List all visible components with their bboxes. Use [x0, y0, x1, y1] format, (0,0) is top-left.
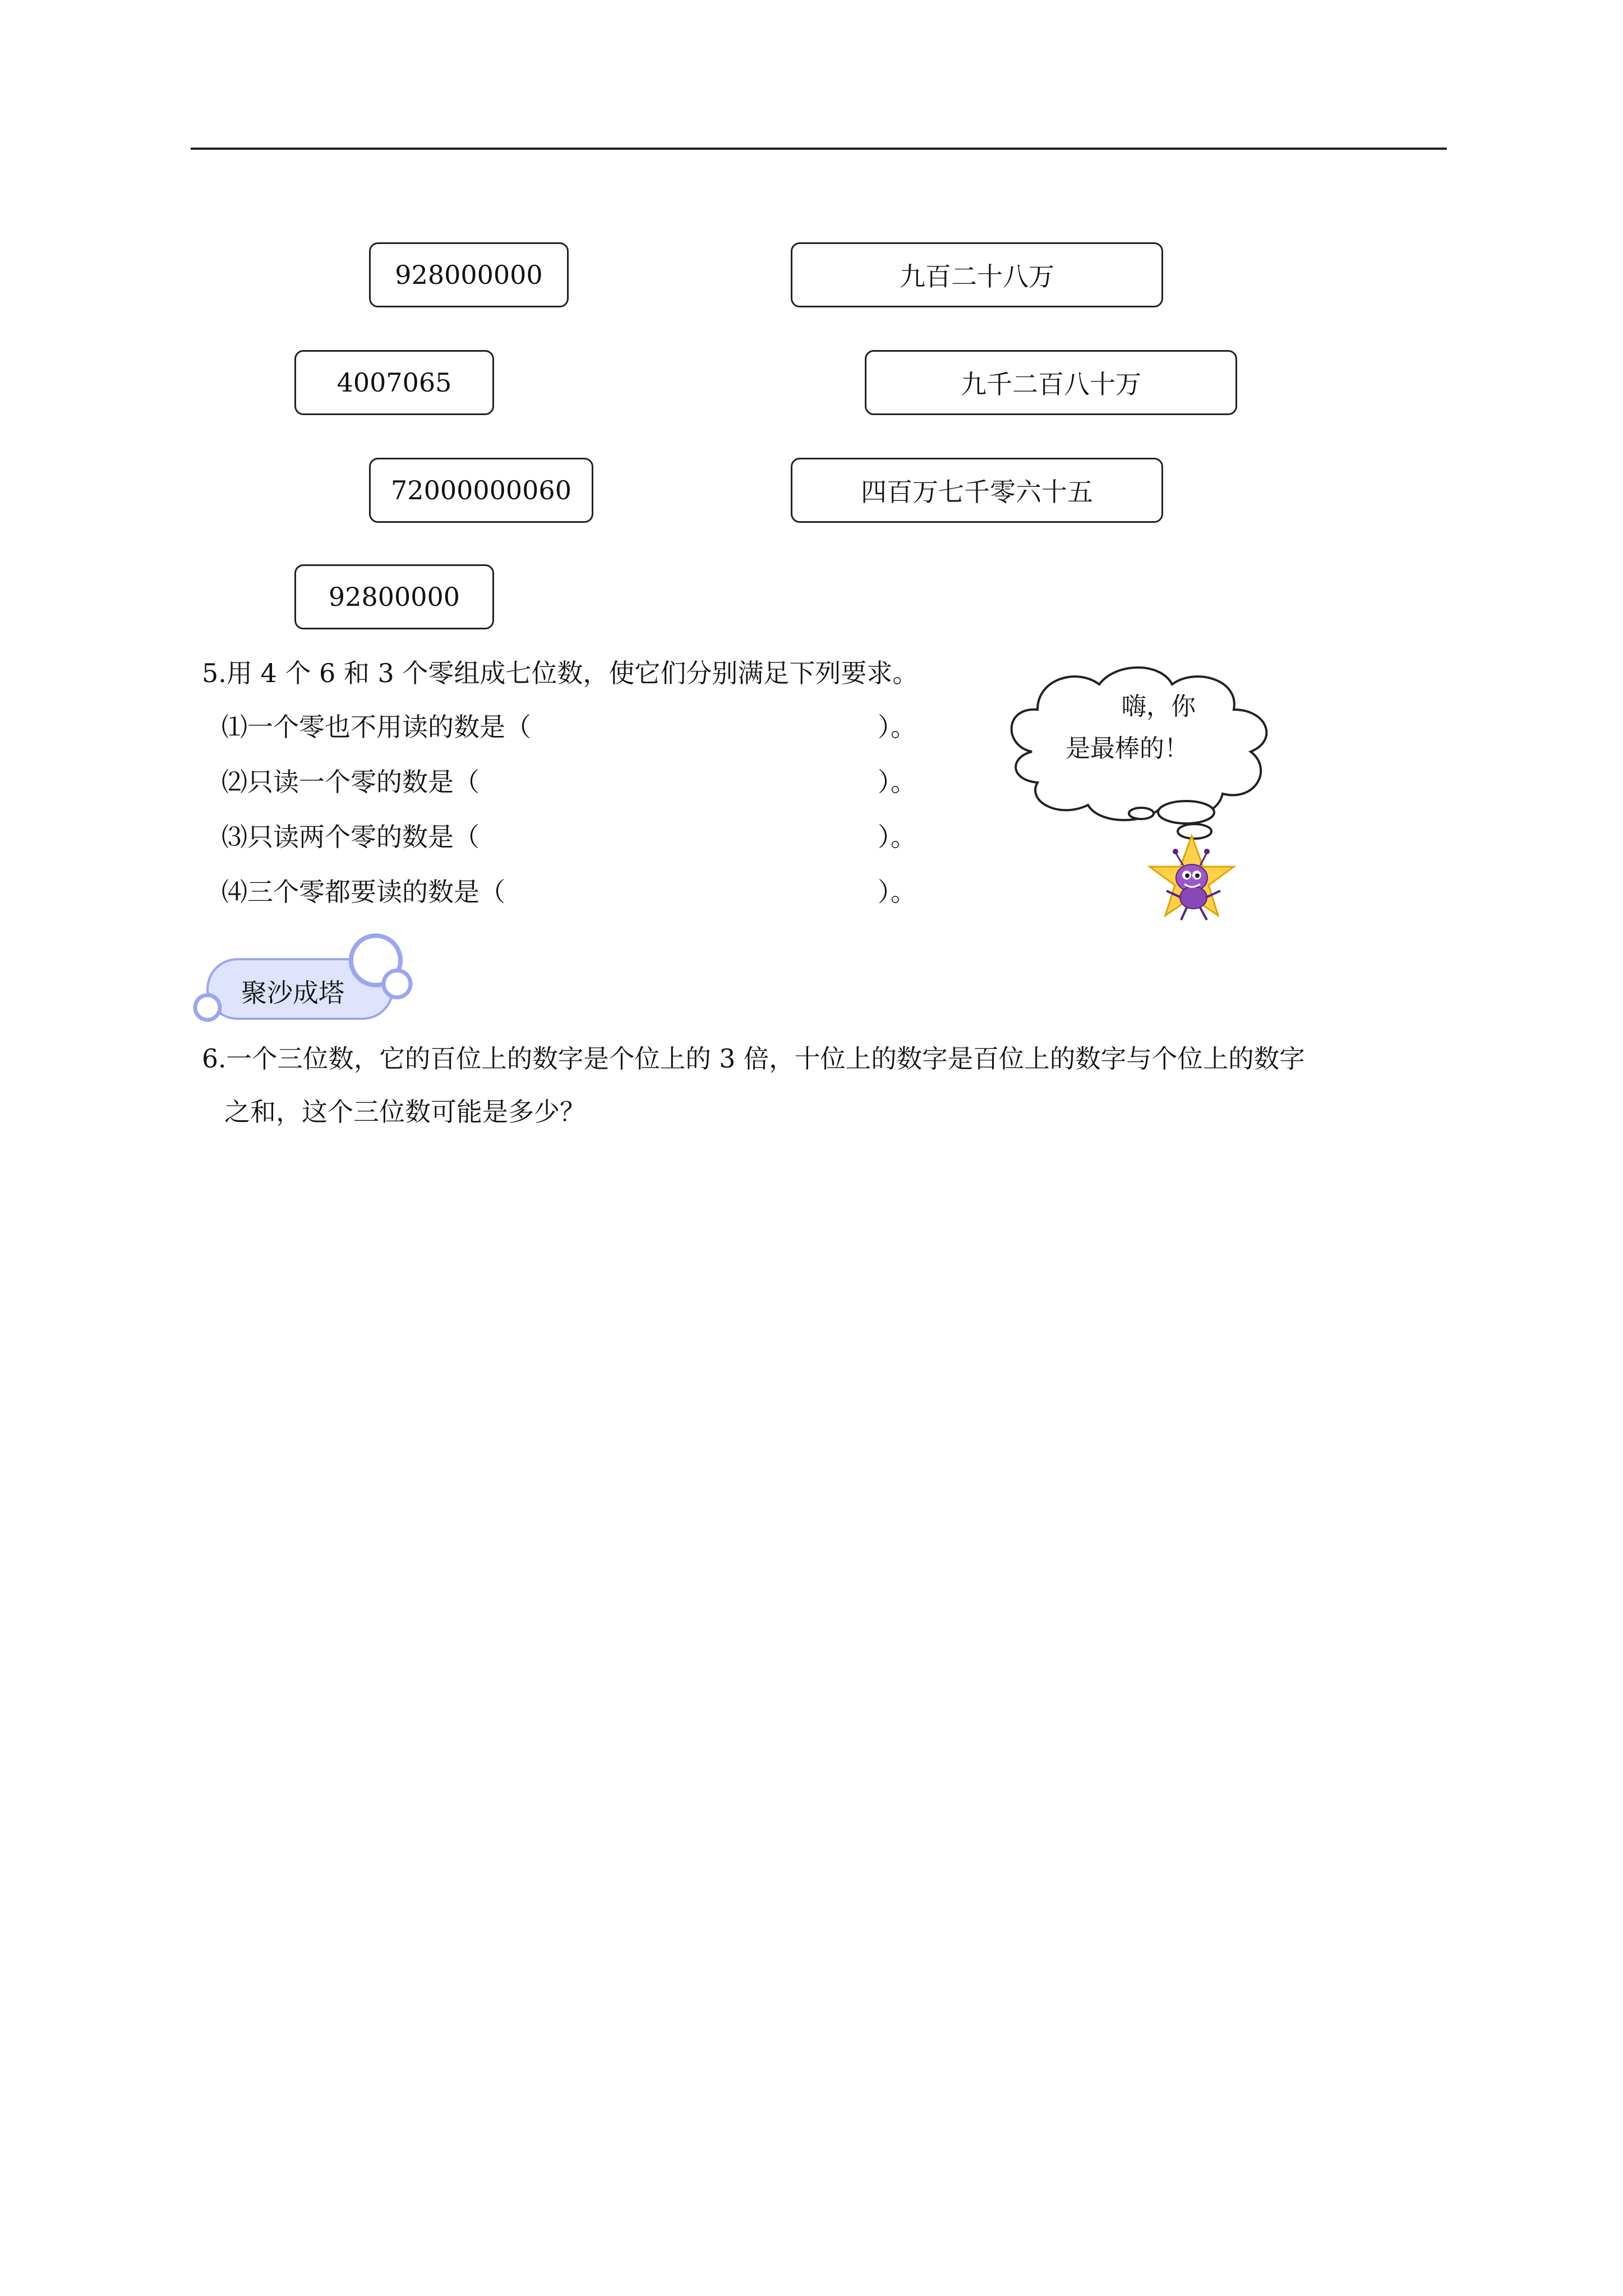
word-box: 四百万七千零六十五 [791, 458, 1163, 523]
question5-item-close: ）。 [878, 767, 916, 797]
number-box: 72000000060 [369, 458, 593, 523]
question6-line-2: 之和，这个三位数可能是多少？ [224, 1097, 585, 1127]
bubble-line-2: 是最棒的！ [1066, 734, 1189, 763]
question5-item [222, 710, 531, 744]
question5-item-label: ⑴一个零也不用读的数是（ [222, 712, 531, 742]
question5-item-label: ⑷三个零都要读的数是（ [222, 877, 505, 907]
question6-line-1: 6.一个三位数，它的百位上的数字是个位上的 3 倍，十位上的数字是百位上的数字与个位上的数字 [202, 1044, 1305, 1074]
header-rule [191, 148, 1447, 150]
question5-item [222, 765, 479, 799]
ring-shape [195, 995, 220, 1020]
question5-item-close: ）。 [878, 822, 916, 852]
number-box: 92800000 [294, 564, 494, 629]
question5-prompt: 5.用 4 个 6 和 3 个零组成七位数，使它们分别满足下列要求。 [202, 658, 919, 688]
section-tag-label: 聚沙成塔 [241, 978, 344, 1008]
word-box: 九百二十八万 [791, 242, 1163, 307]
question5-item-label: ⑶只读两个零的数是（ [222, 822, 479, 852]
question5-item [222, 820, 479, 854]
ring-shape [384, 970, 411, 997]
number-box: 928000000 [369, 242, 569, 307]
question5-item-close: ）。 [878, 712, 916, 742]
number-box: 4007065 [294, 350, 494, 415]
question5-item [222, 875, 505, 909]
question5-item-close: ）。 [878, 877, 916, 907]
bubble-line-1: 嗨，你 [1122, 692, 1196, 721]
question5-item-label: ⑵只读一个零的数是（ [222, 767, 479, 797]
word-box: 九千二百八十万 [865, 350, 1237, 415]
